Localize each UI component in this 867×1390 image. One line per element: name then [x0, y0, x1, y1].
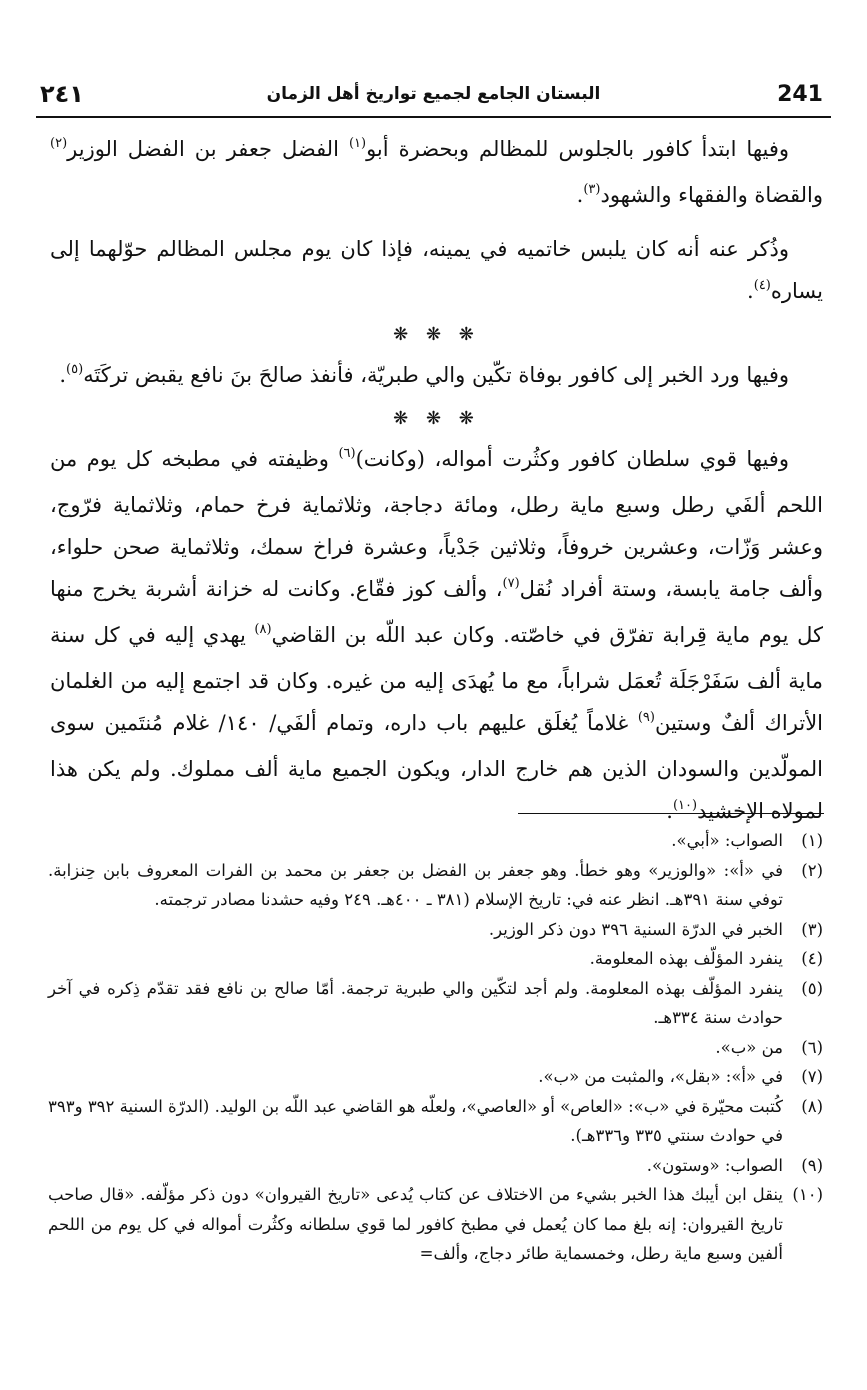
footnote-ref-7[interactable]: (٧): [502, 576, 520, 591]
footnote-number: (٥): [801, 978, 823, 998]
paragraph-4: [50, 438, 823, 836]
footnote-text: كُتبت محيّرة في «ب»: «العاص» أو «العاصي»، ولعلّه هو القاضي عبد اللّه بن الوليد. (الدرّة السنية ٣٩٢ و٣٩٣ في حوادث سنتي ٣٣٥ و٣٣٦هـ).: [48, 1096, 783, 1145]
footnote-text: ينفرد المؤلّف بهذه المعلومة. ولم أجد لتكّين والي طبرية ترجمة. أمّا صالح بن نافع فقد تقدّم ذِكره في آخر حوادث سنة ٣٣٤هـ.: [48, 978, 783, 1027]
text-run: وذُكر عنه أنه كان يلبس خاتميه في يمينه، فإذا كان يوم مجلس المظالم حوّلهما إلى يساره: [50, 237, 823, 303]
paragraph-3: [50, 354, 823, 400]
footnote-number: (٤): [801, 949, 823, 968]
text-run: والقضاة والفقهاء والشهود: [600, 183, 823, 207]
footnote-text: في «أ»: «والوزير» وهو خطأ. وهو جعفر بن الفضل بن جعفر بن محمد بن الفرات المعروف بابن حِنزابة. توفي سنة ٣٩١هـ. انظر عنه في: تاريخ الإسلام (٣٨١ ـ ٤٠٠هـ. ٢٤٩ وفيه حشدنا مصادر ترجمته.: [48, 860, 783, 909]
running-title: البستان الجامع لجميع تواريخ أهل الزمان: [266, 84, 601, 104]
page-number-arabic: ٢٤١: [40, 80, 84, 108]
footnote-2: [48, 856, 823, 915]
page-number-latin: 241: [777, 82, 823, 107]
text-run: وفيها ابتدأ كافور بالجلوس للمظالم وبحضرة أبو: [366, 137, 790, 161]
text-run: .: [59, 363, 67, 387]
footnote-9: [48, 1151, 823, 1181]
footnote-6: [48, 1033, 823, 1063]
footnote-text: الصواب: «وستون».: [646, 1155, 783, 1175]
footnote-number: (٢): [801, 860, 823, 880]
footnote-number: (٣): [801, 919, 823, 939]
footnote-text: الصواب: «أبي».: [671, 831, 783, 850]
text-run: غلاماً يُغلَق عليهم باب داره، وتمام ألفَي/ ١٤٠/ غلام مُنتَمين سوى المولّدين والسودان الذين هم خارج الدار، ويكون الجميع ماية ألف مملوك. ولم يكن هذا لمولاه الإخشيد: [50, 711, 823, 823]
paragraph-2: [50, 228, 823, 316]
footnote-number: (١): [801, 831, 823, 850]
footnote-3: [48, 915, 823, 945]
footnote-ref-4[interactable]: (٤): [753, 278, 771, 293]
footnotes: [48, 826, 823, 1269]
footnote-text: في «أ»: «بقل»، والمثبت من «ب».: [538, 1067, 783, 1086]
footnote-number: (١٠): [792, 1185, 823, 1204]
text-run: وفيها قوي سلطان كافور وكثُرت أمواله، (وكانت): [355, 447, 789, 471]
footnote-number: (٧): [801, 1067, 823, 1086]
footnote-ref-2[interactable]: (٢): [50, 136, 68, 151]
footnote-text: ينفرد المؤلّف بهذه المعلومة.: [589, 949, 783, 968]
footnote-text: من «ب».: [715, 1037, 783, 1057]
footnote-text: ينقل ابن أيبك هذا الخبر بشيء من الاختلاف عن كتاب يُدعى «تاريخ القيروان» دون ذكر مؤلّفه. «قال صاحب تاريخ القيروان: إنه بلغ مما كان يُعمل في مطبخ كافور لما قوي سلطانه وكثُرت أمواله في كل يوم من اللحم ألفين وسبع ماية رطل، وخمسماية طائر دجاج، وألف=: [48, 1185, 783, 1263]
footnote-ref-10[interactable]: (١٠): [672, 798, 698, 813]
footnote-ref-9[interactable]: (٩): [637, 710, 655, 725]
text-run: الفضل جعفر بن الفضل الوزير: [67, 137, 349, 161]
text-run: وفيها ورد الخبر إلى كافور بوفاة تكّين والي طبريّة، فأنفذ صالحَ بنَ نافع يقبض تركَتَه: [83, 363, 789, 387]
header-rule: [36, 116, 831, 118]
footnote-ref-8[interactable]: (٨): [254, 622, 272, 637]
footnote-ref-3[interactable]: (٣): [583, 182, 601, 197]
footnote-7: [48, 1062, 823, 1092]
section-divider: ❋ ❋ ❋: [393, 324, 480, 345]
paragraph-1: [50, 128, 823, 220]
main-text: [50, 128, 823, 844]
footnote-10: [48, 1180, 823, 1269]
footnote-8: [48, 1092, 823, 1151]
footnote-4: [48, 944, 823, 974]
footnote-ref-6[interactable]: (٦): [338, 446, 356, 461]
footnote-5: [48, 974, 823, 1033]
footnote-ref-1[interactable]: (١): [348, 136, 367, 151]
footnote-ref-5[interactable]: (٥): [66, 362, 84, 377]
footnote-1: [48, 826, 823, 856]
footnote-number: (٨): [801, 1096, 823, 1116]
footnote-number: (٦): [801, 1037, 823, 1057]
footnote-text: الخبر في الدرّة السنية ٣٩٦ دون ذكر الوزير.: [488, 919, 783, 939]
text-run: وظيفته في مطبخه كل يوم من اللحم ألفَي رطل وسبع ماية رطل، ومائة دجاجة، وثلاثماية فرخ حمام، وثلاثماية فرّوج، وعشر وَزّات، وعشرين خروفاً، وثلاثين جَدْياً، وعشرة فراخ سمك، وثلاثماية صحن حلواء، وألف جامة يابسة، وستة أفراد نُقل: [50, 447, 823, 601]
text-run: .: [747, 279, 754, 303]
text-run: .: [666, 799, 673, 823]
text-run: ، وألف كوز فقّاع. وكانت له خزانة أشربة يخرج منها كل يوم ماية قِرابة تفرّق في خاصّته. وكان عبد اللّه بن القاضي: [50, 577, 823, 647]
footnote-number: (٩): [801, 1155, 823, 1175]
text-run: .: [576, 183, 584, 207]
footnote-separator: [518, 813, 824, 814]
section-divider: ❋ ❋ ❋: [393, 408, 480, 429]
running-header: [0, 80, 867, 114]
text-run: يهدي إليه في كل سنة ماية ألف سَفَرْجَلَة تُعمَل شراباً، مع ما يُهدَى إليه من غيره. وكان قد اجتمع إليه من الغلمان الأتراك ألفٌ وستين: [50, 623, 824, 735]
